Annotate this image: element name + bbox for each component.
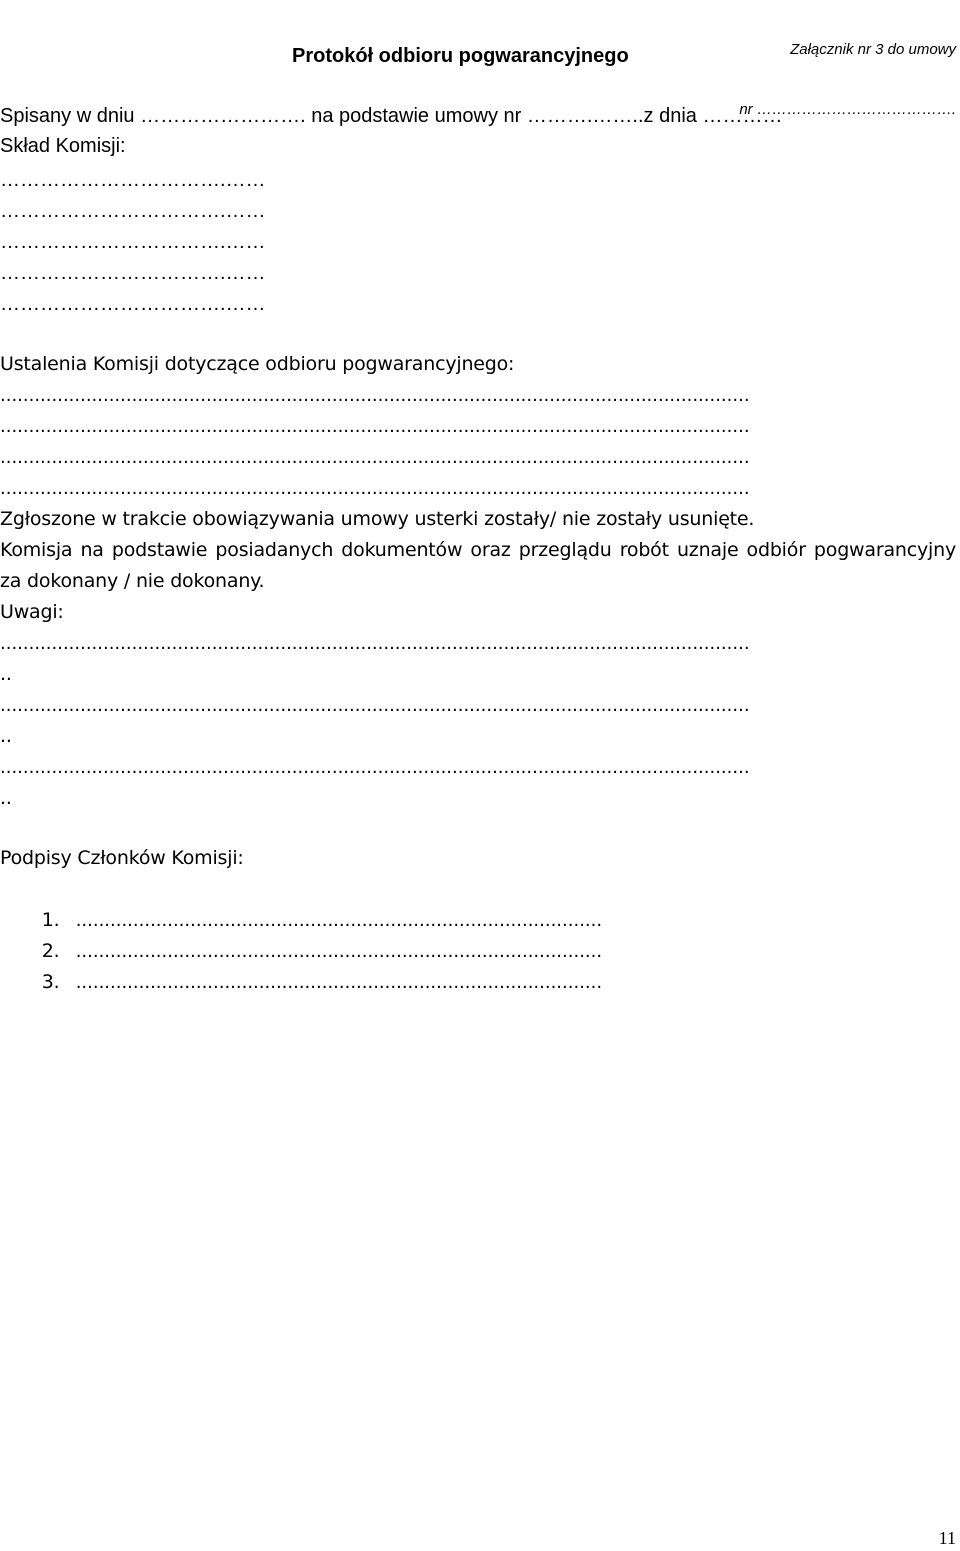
committee-member-line: …………………………….…… xyxy=(0,231,266,253)
signatures-label: Podpisy Członków Komisji: xyxy=(0,847,244,869)
committee-member-line: …………………………….…… xyxy=(0,169,266,191)
remarks-line: ................................................................................................................................... xyxy=(0,757,750,778)
signature-number: 2. xyxy=(41,940,60,962)
findings-line: ................................................................................................................................... xyxy=(0,478,750,499)
remarks-label: Uwagi: xyxy=(0,601,64,623)
signature-number: 3. xyxy=(41,971,60,993)
remarks-line: ................................................................................................................................... xyxy=(0,695,750,716)
remarks-line-tail: .. xyxy=(0,663,12,685)
committee-label: Skład Komisji: xyxy=(0,135,126,157)
signature-number: 1. xyxy=(41,909,60,931)
signed-line: Spisany w dniu ……………………. na podstawie umowy nr ……….……..z dnia ………… xyxy=(0,105,783,127)
signature-row xyxy=(30,936,602,998)
findings-label: Ustalenia Komisji dotyczące odbioru pogwarancyjnego: xyxy=(0,353,515,375)
signature-line: ............................................................................................ xyxy=(75,941,603,962)
signature-line: ............................................................................................ xyxy=(75,972,603,993)
signature-line: ............................................................................................ xyxy=(75,910,603,931)
remarks-line-tail: .. xyxy=(0,787,12,809)
remarks-line-tail: .. xyxy=(0,725,12,747)
findings-line: ................................................................................................................................... xyxy=(0,416,750,437)
annex-contract-number: nr …………………………………. xyxy=(739,101,956,118)
acceptance-sentence: Komisja na podstawie posiadanych dokumentów oraz przeglądu robót uznaje odbiór pogwarancyjny za dokonany / nie dokonany. xyxy=(0,539,956,592)
findings-line: ................................................................................................................................... xyxy=(0,447,750,468)
findings-line: ................................................................................................................................... xyxy=(0,385,750,406)
committee-member-line: …………………………….…… xyxy=(0,293,266,315)
annex-label: Załącznik nr 3 do umowy xyxy=(790,41,956,58)
remarks-line: ................................................................................................................................... xyxy=(0,633,750,654)
committee-member-line: …………………………….…… xyxy=(0,262,266,284)
defects-sentence: Zgłoszone w trakcie obowiązywania umowy usterki zostały/ nie zostały usunięte. xyxy=(0,508,755,530)
page-number: 11 xyxy=(938,1528,956,1548)
committee-member-line: …………………………….…… xyxy=(0,200,266,222)
document-title: Protokół odbioru pogwarancyjnego xyxy=(292,45,629,67)
